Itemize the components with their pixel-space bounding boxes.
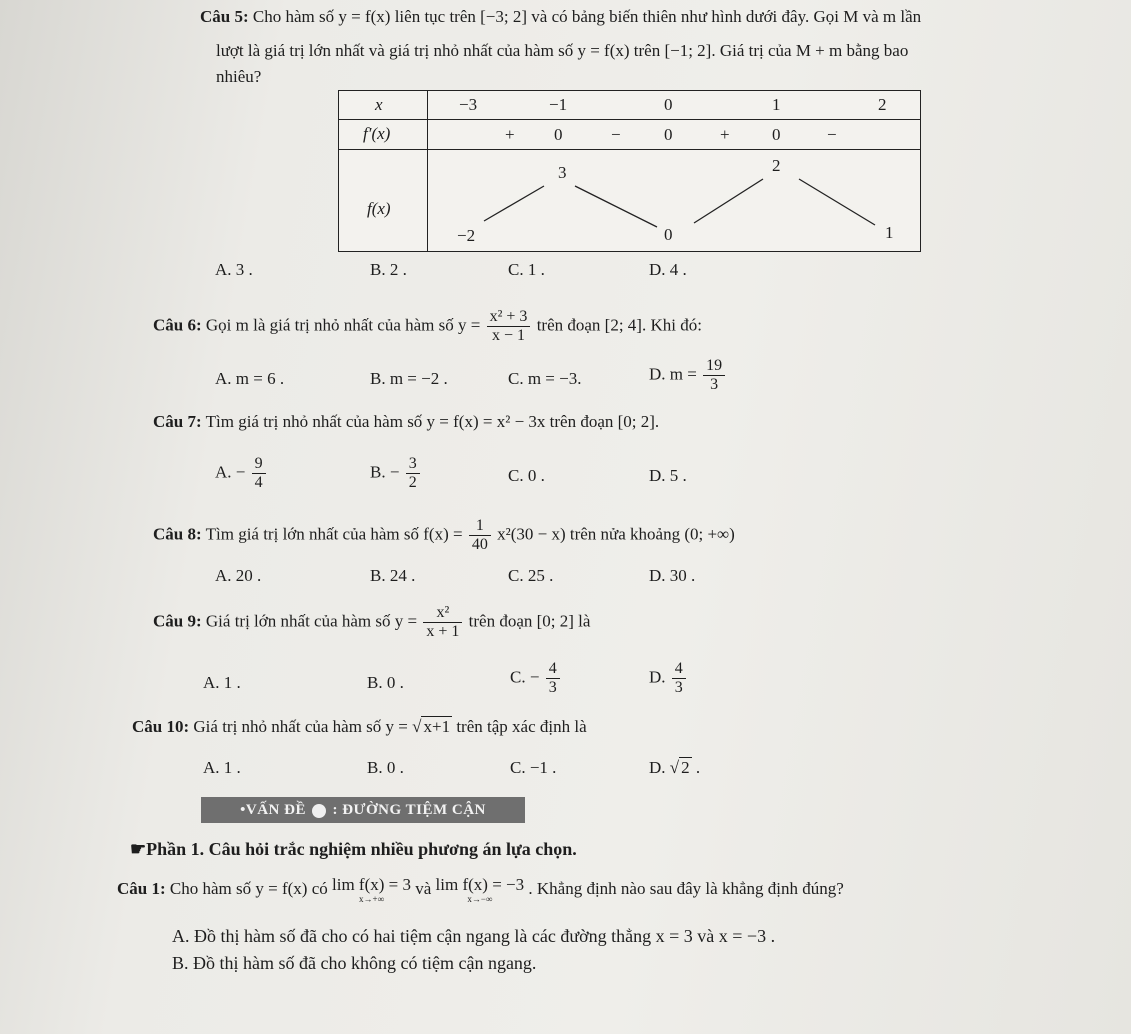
banner-right: : ĐƯỜNG TIỆM CẬN <box>332 802 486 818</box>
q6-line <box>153 308 702 345</box>
q6-frac-den: x − 1 <box>492 327 526 344</box>
q9-option-d-num: 4 <box>672 660 686 679</box>
q10-sqrt-arg: x+1 <box>423 717 451 736</box>
variation-arrows <box>339 91 920 251</box>
q10-option-a[interactable]: A. 1 . <box>203 758 241 777</box>
q6-option-b[interactable]: B. m = −2 . <box>370 369 448 388</box>
section-banner <box>201 797 525 823</box>
q10-text-pre: Giá trị nhỏ nhất của hàm số y = <box>193 717 408 736</box>
q8-frac-num: 1 <box>469 517 491 536</box>
q7-label: Câu 7: <box>153 412 202 431</box>
q9-option-c-den: 3 <box>548 679 557 696</box>
q9-text-post: trên đoạn [0; 2] là <box>468 611 591 631</box>
table-fprime-label: f′(x) <box>363 124 391 143</box>
q9-option-d-den: 3 <box>674 679 683 696</box>
q8-text-post: x²(30 − x) trên nửa khoảng (0; +∞) <box>497 524 735 544</box>
q6-option-c[interactable]: C. m = −3. <box>508 369 582 388</box>
q8-fraction <box>469 517 491 554</box>
c1-lim2-top: lim f(x) = −3 <box>435 875 525 894</box>
arrow-increasing <box>484 186 544 221</box>
q7-option-a[interactable] <box>215 455 268 492</box>
table-sign: 0 <box>554 125 563 144</box>
q5-line-3: nhiêu? <box>216 67 262 86</box>
q8-option-a[interactable]: A. 20 . <box>215 566 262 585</box>
q9-option-c-fraction <box>546 660 560 697</box>
q9-option-d[interactable] <box>649 660 688 697</box>
q10-option-b[interactable]: B. 0 . <box>367 758 404 777</box>
q9-fraction <box>423 604 462 641</box>
q7-option-b-den: 2 <box>408 474 417 491</box>
q6-frac-num: x² + 3 <box>487 308 531 327</box>
q9-option-b[interactable]: B. 0 . <box>367 673 404 692</box>
table-f-value: −2 <box>457 226 476 245</box>
q9-text-pre: Giá trị lớn nhất của hàm số y = <box>205 611 418 631</box>
q8-text-pre: Tìm giá trị lớn nhất của hàm số f(x) = <box>205 524 463 544</box>
q8-option-b[interactable]: B. 24 . <box>370 566 416 585</box>
table-f-value: 1 <box>885 223 894 242</box>
c1-option-b[interactable]: B. Đồ thị hàm số đã cho không có tiệm cận ngang. <box>172 953 537 973</box>
arrow-decreasing <box>799 179 875 225</box>
number-circle-icon <box>312 804 326 818</box>
q9-option-c-pre: C. − <box>510 667 540 687</box>
q9-option-c[interactable] <box>510 660 562 697</box>
c1-limit-2 <box>436 876 525 904</box>
q9-option-a[interactable]: A. 1 . <box>203 673 241 692</box>
q5-option-a[interactable]: A. 3 . <box>215 260 253 279</box>
q7-option-b-fraction <box>406 455 420 492</box>
q8-line <box>153 517 735 554</box>
q6-option-d-fraction <box>703 357 725 394</box>
q5-line-1 <box>200 6 921 28</box>
table-sign: + <box>720 125 730 144</box>
c1-option-a[interactable]: A. Đồ thị hàm số đã cho có hai tiệm cận ngang là các đường thẳng x = 3 và x = −3 . <box>172 926 776 946</box>
q5-label: Câu 5: <box>200 7 249 26</box>
table-x-value: −1 <box>549 95 568 114</box>
c1-lim2-bot: x→−∞ <box>467 894 493 904</box>
q7-option-c[interactable]: C. 0 . <box>508 466 545 485</box>
q6-option-d-pre: D. m = <box>649 364 697 384</box>
q5-option-d[interactable]: D. 4 . <box>649 260 687 279</box>
q7-option-d[interactable]: D. 5 . <box>649 466 687 485</box>
q9-label: Câu 9: <box>153 611 202 631</box>
q6-option-a[interactable]: A. m = 6 . <box>215 369 285 388</box>
table-sign: − <box>611 125 621 144</box>
q8-label: Câu 8: <box>153 524 202 544</box>
table-sign: 0 <box>664 125 673 144</box>
q9-frac-den: x + 1 <box>426 623 460 640</box>
c1-text-post: . Khẳng định nào sau đây là khẳng định đúng? <box>528 878 844 898</box>
q5-option-b[interactable]: B. 2 . <box>370 260 407 279</box>
q7-option-a-pre: A. − <box>215 462 246 482</box>
table-sign: 0 <box>772 125 781 144</box>
q8-option-d[interactable]: D. 30 . <box>649 566 696 585</box>
arrow-decreasing <box>575 186 657 227</box>
table-x-label: x <box>375 95 383 114</box>
q10-label: Câu 10: <box>132 717 190 736</box>
q6-option-d-den: 3 <box>710 376 719 393</box>
q8-frac-den: 40 <box>471 536 488 553</box>
q6-text-post: trên đoạn [2; 4]. Khi đó: <box>536 315 702 335</box>
table-x-value: 0 <box>664 95 673 114</box>
c1-limit-1 <box>332 876 411 904</box>
q10-option-d-pre: D. <box>649 758 666 777</box>
q8-option-c[interactable]: C. 25 . <box>508 566 554 585</box>
q9-option-d-pre: D. <box>649 667 666 687</box>
table-f-value: 0 <box>664 225 673 244</box>
q7-line <box>153 411 659 433</box>
table-sign: + <box>505 125 515 144</box>
q9-option-d-fraction <box>672 660 686 697</box>
q9-option-c-num: 4 <box>546 660 560 679</box>
table-sign: − <box>827 125 837 144</box>
variation-table <box>338 90 921 252</box>
q6-fraction <box>487 308 531 345</box>
table-x-value: −3 <box>459 95 478 114</box>
q7-option-b-num: 3 <box>406 455 420 474</box>
q7-option-a-num: 9 <box>252 455 266 474</box>
q5-line-2: lượt là giá trị lớn nhất và giá trị nhỏ nhất của hàm số y = f(x) trên [−1; 2]. Giá trị của M + m bằng bao <box>216 41 909 60</box>
q9-frac-num: x² <box>423 604 462 623</box>
table-f-label: f(x) <box>367 199 391 218</box>
part1-heading: ☛Phần 1. Câu hỏi trắc nghiệm nhiều phương án lựa chọn. <box>130 839 577 859</box>
q7-option-b-pre: B. − <box>370 462 400 482</box>
q7-text: Tìm giá trị nhỏ nhất của hàm số y = f(x) = x² − 3x trên đoạn [0; 2]. <box>205 412 660 431</box>
table-f-value: 3 <box>558 163 567 182</box>
q6-text-pre: Gọi m là giá trị nhỏ nhất của hàm số y = <box>205 315 481 335</box>
c1-text-pre: Cho hàm số y = f(x) có <box>169 878 328 898</box>
q10-option-c[interactable]: C. −1 . <box>510 758 557 777</box>
q7-option-a-den: 4 <box>254 474 263 491</box>
q5-text-1: Cho hàm số y = f(x) liên tục trên [−3; 2] và có bảng biến thiên như hình dưới đây. Gọi M và m lần <box>252 7 922 26</box>
q5-option-c[interactable]: C. 1 . <box>508 260 545 279</box>
c1-line <box>117 876 844 904</box>
table-x-value: 1 <box>772 95 781 114</box>
q10-text-post: trên tập xác định là <box>456 717 587 736</box>
c1-label: Câu 1: <box>117 878 166 898</box>
q6-label: Câu 6: <box>153 315 202 335</box>
q6-option-d[interactable] <box>649 357 727 394</box>
q10-option-d-sqrt: 2 <box>681 758 690 777</box>
q7-option-b[interactable] <box>370 455 422 492</box>
c1-lim1-bot: x→+∞ <box>359 894 384 904</box>
q7-option-a-fraction <box>252 455 266 492</box>
q10-line: Câu 10: Giá trị nhỏ nhất của hàm số y = √ x+1 trên tập xác định là <box>132 717 587 736</box>
q10-option-d[interactable]: D. √ 2 . <box>649 758 701 777</box>
c1-lim1-top: lim f(x) = 3 <box>332 875 411 894</box>
q6-option-d-num: 19 <box>703 357 725 376</box>
table-f-value: 2 <box>772 156 781 175</box>
table-x-value: 2 <box>878 95 887 114</box>
arrow-increasing <box>694 179 763 223</box>
q9-line <box>153 604 590 641</box>
c1-text-mid: và <box>415 878 432 898</box>
banner-left: •VẤN ĐỀ <box>240 802 306 818</box>
